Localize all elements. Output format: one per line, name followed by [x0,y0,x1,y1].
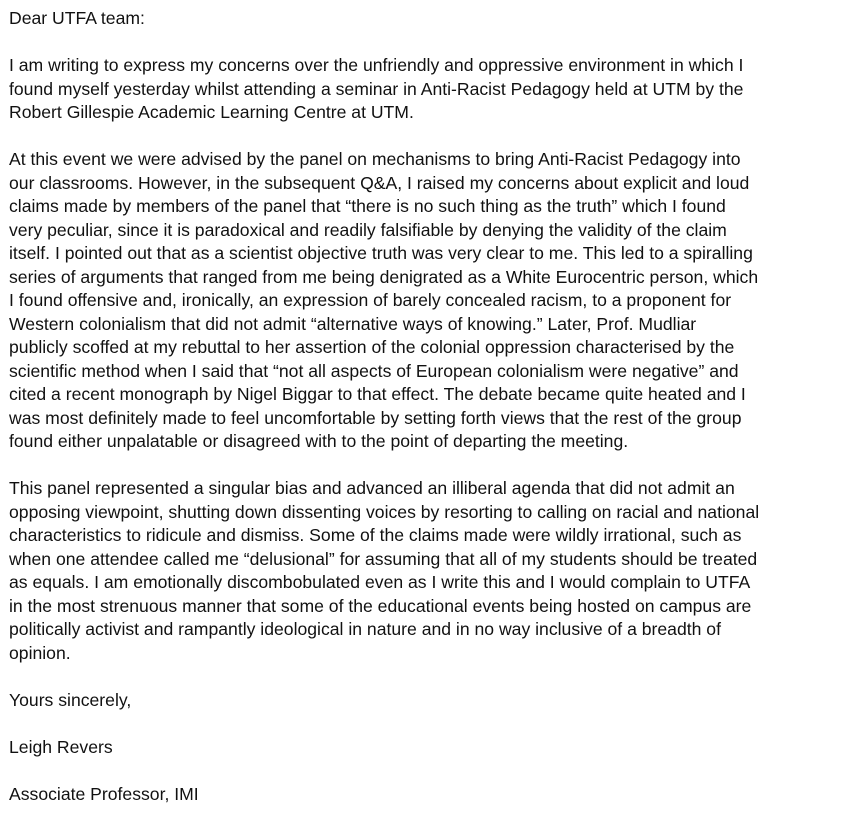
paragraph-3: This panel represented a singular bias and advanced an illiberal agenda that did not admit an opposing viewpoint, shutting down dissenting voices by resorting to calling on racial and national characteristics to ridicule and dismiss. Some of the claims made were wildly irrational, such as when one attendee called me “delusional” for assuming that all of my students should be treated as equals. I am emotionally discombobulated even as I write this and I would complain to UTFA in the most strenuous manner that some of the educational events being hosted on campus are politically activist and rampantly ideological in nature and in no way inclusive of a breadth of opinion. [9,478,760,663]
closing: Yours sincerely, [9,689,132,710]
paragraph-1: I am writing to express my concerns over the unfriendly and oppressive environment in which I found myself yesterday whilst attending a seminar in Anti-Racist Pedagogy held at UTM by the Robert Gillespie Academic Learning Centre at UTM. [9,55,744,122]
paragraph-2: At this event we were advised by the panel on mechanisms to bring Anti-Racist Pedagogy into our classrooms. However, in the subsequent Q&A, I raised my concerns about explicit and loud claims made by members of the panel that “there is no such thing as the truth” which I found very peculiar, since it is paradoxical and readily falsifiable by denying the validity of the claim itself. I pointed out that as a scientist objective truth was very clear to me. This led to a spiralling series of arguments that ranged from me being denigrated as a White Eurocentric person, which I found offensive and, ironically, an expression of barely concealed racism, to a proponent for Western colonialism that did not admit “alternative ways of knowing.” Later, Prof. Mudliar publicly scoffed at my rebuttal to her assertion of the colonial oppression characterised by the scientific method when I said that “not all aspects of European colonialism were negative” and cited a recent monograph by Nigel Biggar to that effect. The debate became quite heated and I was most definitely made to feel uncomfortable by setting forth views that the rest of the group found either unpalatable or disagreed with to the point of departing the meeting. [9,149,759,451]
signature-name: Leigh Revers [9,736,113,757]
salutation: Dear UTFA team: [9,8,145,28]
signature-title: Associate Professor, IMI [9,783,199,804]
letter-body [9,7,835,806]
